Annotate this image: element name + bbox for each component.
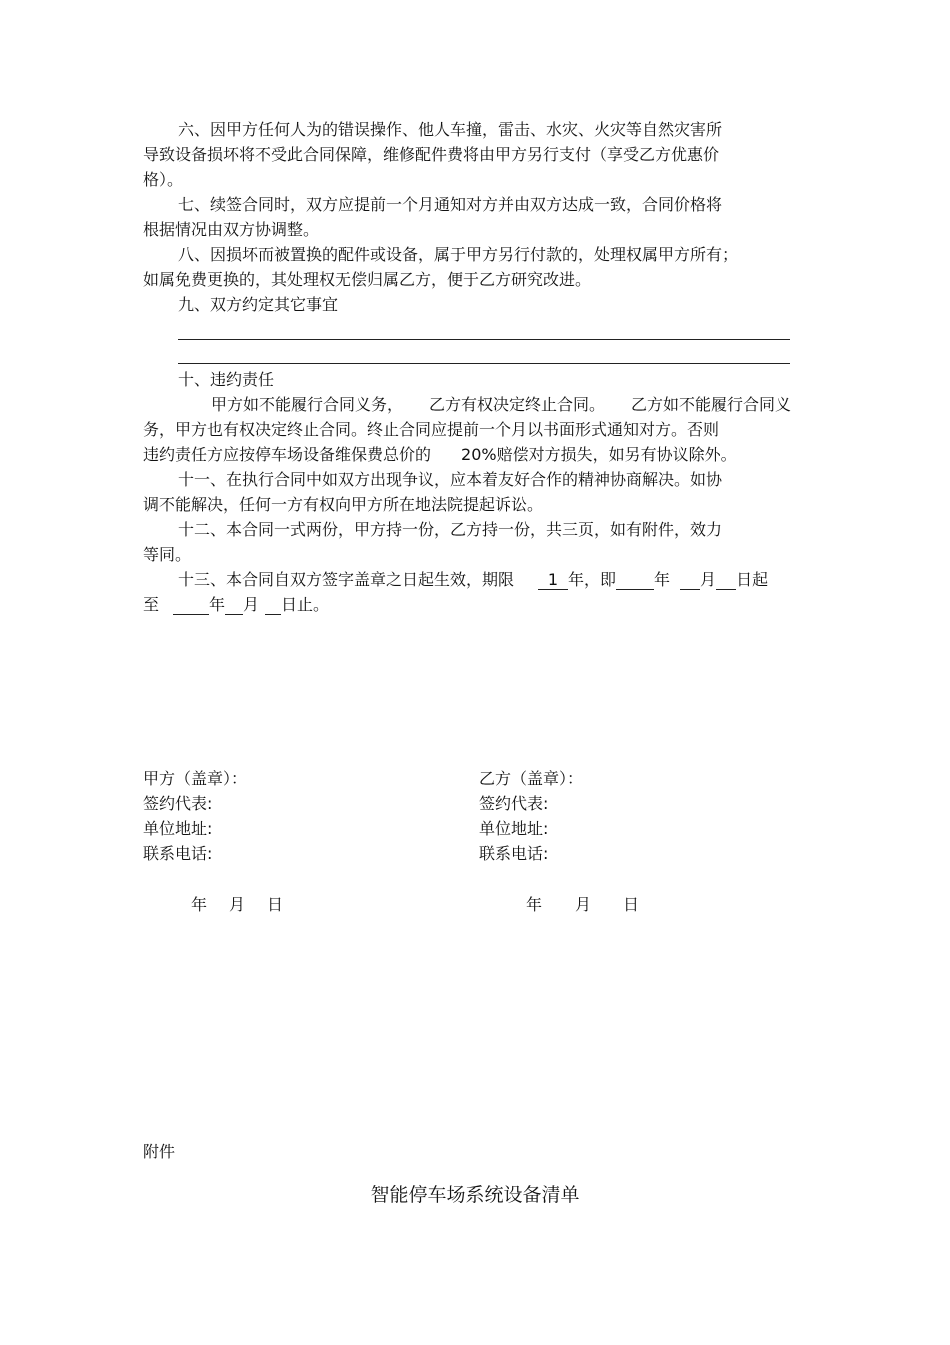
party-b-date: [526, 892, 639, 915]
clause-6-line-1: 六、因甲方任何人为的错误操作、他人车撞，雷击、水灾、火灾等自然灾害所: [178, 120, 723, 139]
clause-13-end-day-label: 日止。: [281, 595, 330, 614]
clause-10-line-2: 务，甲方也有权决定终止合同。终止合同应提前一个月以书面形式通知对方。否则: [143, 420, 720, 439]
term-years-field[interactable]: 1: [538, 571, 568, 590]
party-b-date-month: 月: [575, 895, 592, 914]
clause-10-line-3-part-c: 赔偿对方损失，如另有协议除外。: [496, 445, 737, 464]
clause-13-start-month-label: 月: [700, 570, 717, 589]
party-b-signature-block: [479, 768, 779, 868]
party-b-seal-label: 乙方（盖章）：: [479, 769, 584, 788]
clause-10-line-1-part-b: 乙方有权决定终止合同。: [429, 395, 606, 414]
attachment-label: 附件: [143, 1142, 176, 1161]
penalty-percent: 20%: [461, 445, 497, 464]
clause-13-line-1: [178, 570, 768, 592]
clause-6-line-3: 格）。: [143, 170, 184, 189]
clause-12-line-2: 等同。: [143, 545, 192, 564]
party-a-representative-label: 签约代表:: [143, 794, 213, 813]
clause-7-line-1: 七、续签合同时，双方应提前一个月通知对方并由双方达成一致，合同价格将: [178, 195, 723, 214]
party-b-date-day: 日: [623, 895, 640, 914]
clause-9-blank-rule-1: [178, 339, 790, 340]
clause-10-title: 十、违约责任: [178, 370, 275, 389]
clause-13-line-2: [143, 595, 329, 617]
start-day-field[interactable]: [716, 571, 736, 590]
clause-13-end-month-label: 月: [243, 595, 260, 614]
party-a-date: [191, 892, 283, 915]
clause-8-line-2: 如属免费更换的，其处理权无偿归属乙方，便于乙方研究改进。: [143, 270, 592, 289]
party-b-phone-label: 联系电话:: [479, 844, 549, 863]
party-b-representative-label: 签约代表:: [479, 794, 549, 813]
clause-10-line-1: [211, 395, 791, 417]
party-b-address-label: 单位地址:: [479, 819, 549, 838]
clause-9-blank-rule-2: [178, 363, 790, 364]
end-day-field[interactable]: [265, 596, 281, 615]
clause-11-line-1: 十一、在执行合同中如双方出现争议，应本着友好合作的精神协商解决。如协: [178, 470, 723, 489]
clause-6-line-2: 导致设备损坏将不受此合同保障，维修配件费将由甲方另行支付（享受乙方优惠价: [143, 145, 720, 164]
clause-12-line-1: 十二、本合同一式两份，甲方持一份，乙方持一份，共三页，如有附件，效力: [178, 520, 723, 539]
party-a-date-day: 日: [267, 895, 284, 914]
clause-13-until-label: 至: [143, 595, 160, 614]
start-month-field[interactable]: [680, 571, 700, 590]
clause-10-line-3: [143, 445, 737, 467]
clause-13-years-label: 年，即: [568, 570, 617, 589]
clause-13-start-day-label: 日起: [736, 570, 769, 589]
clause-11-line-2: 调不能解决，任何一方有权向甲方所在地法院提起诉讼。: [143, 495, 544, 514]
clause-10-line-3-part-a: 违约责任方应按停车场设备维保费总价的: [143, 445, 432, 464]
party-a-date-month: 月: [229, 895, 246, 914]
clause-13-start-year-label: 年: [654, 570, 671, 589]
party-a-seal-label: 甲方（盖章）：: [143, 769, 248, 788]
party-b-date-year: 年: [526, 895, 543, 914]
end-year-field[interactable]: [173, 596, 209, 615]
party-a-signature-block: [143, 768, 443, 868]
party-a-address-label: 单位地址:: [143, 819, 213, 838]
clause-13-end-year-label: 年: [209, 595, 226, 614]
clause-7-line-2: 根据情况由双方协调整。: [143, 220, 320, 239]
attachment-title: 智能停车场系统设备清单: [370, 1184, 580, 1206]
end-month-field[interactable]: [225, 596, 243, 615]
party-a-phone-label: 联系电话:: [143, 844, 213, 863]
clause-13-line-1-part-a: 十三、本合同自双方签字盖章之日起生效，期限: [178, 570, 515, 589]
clause-10-line-1-part-c: 乙方如不能履行合同义: [631, 395, 792, 414]
start-year-field[interactable]: [616, 571, 654, 590]
clause-9-line-1: 九、双方约定其它事宜: [178, 295, 339, 314]
clause-10-line-1-part-a: 甲方如不能履行合同义务，: [211, 395, 404, 414]
clause-8-line-1: 八、因损坏而被置换的配件或设备，属于甲方另行付款的，处理权属甲方所有；: [178, 245, 739, 264]
party-a-date-year: 年: [191, 895, 208, 914]
